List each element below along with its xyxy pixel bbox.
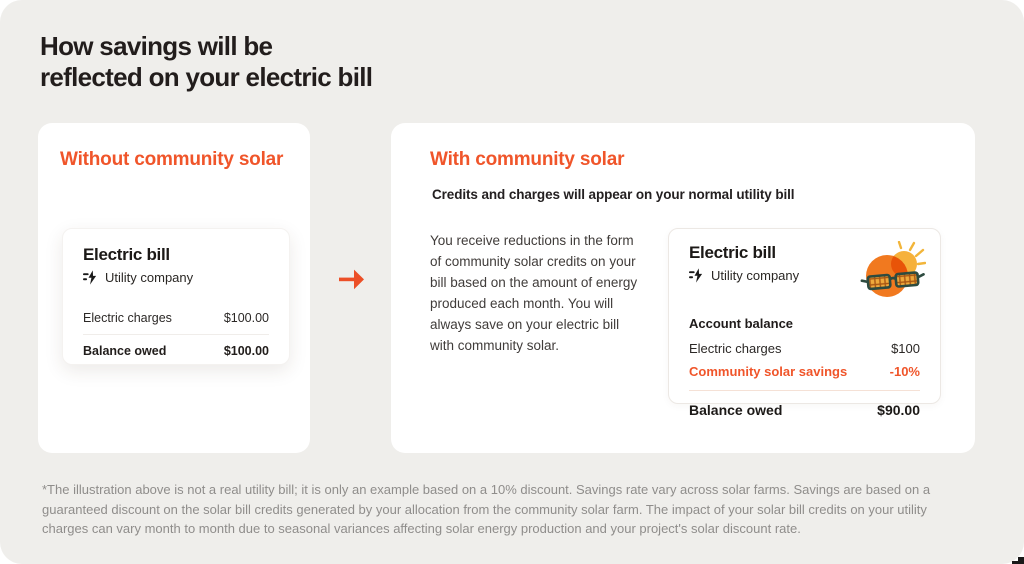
utility-provider-row bbox=[689, 268, 799, 283]
disclaimer-footnote: *The illustration above is not a real utility bill; it is only an example based on a 10% discount. Savings rate vary across solar farms. Savings are based on a guaranteed discount on the solar bill credits generated by your allocation from the community solar farm. The impact of your solar bill credits on your utility charges can vary month to month due to seasonal variances affecting solar energy production and your project's solar discount rate. bbox=[42, 482, 931, 536]
electric-charges-row bbox=[689, 341, 920, 356]
electric-bolt-icon bbox=[689, 268, 704, 283]
with-community-solar-card bbox=[391, 123, 975, 453]
balance-owed-row bbox=[689, 402, 920, 418]
right-arrow-icon bbox=[337, 266, 366, 293]
electric-charges-value: $100 bbox=[891, 341, 920, 356]
utility-provider-label: Utility company bbox=[711, 268, 800, 283]
electric-charges-row bbox=[83, 306, 269, 334]
electric-bill-card-without bbox=[62, 228, 290, 365]
without-community-solar-heading: Without community solar bbox=[60, 149, 284, 170]
account-balance-label: Account balance bbox=[689, 316, 794, 331]
electric-charges-label: Electric charges bbox=[83, 311, 172, 325]
community-solar-savings-value: -10% bbox=[889, 364, 920, 379]
page-title bbox=[40, 31, 372, 93]
electric-bill-card-with bbox=[668, 228, 941, 418]
balance-owed-value: $100.00 bbox=[223, 344, 269, 358]
with-community-solar-description: You receive reductions in the form of community solar credits on your bill based on the amount of energy produced each month. You will always save on your electric bill with community solar. bbox=[430, 233, 638, 354]
community-solar-savings-label: Community solar savings bbox=[689, 364, 848, 379]
bill-header bbox=[689, 243, 920, 306]
balance-owed-label: Balance owed bbox=[83, 344, 167, 358]
balance-owed-row bbox=[83, 335, 269, 358]
bill-header-left bbox=[689, 243, 799, 283]
balance-owed-label: Balance owed bbox=[689, 402, 783, 418]
balance-owed-value: $90.00 bbox=[877, 402, 920, 418]
row-divider bbox=[689, 390, 920, 391]
corner-mark bbox=[1012, 554, 1024, 564]
sun-with-sunglasses-icon bbox=[860, 241, 926, 306]
electric-charges-label: Electric charges bbox=[689, 341, 782, 356]
bill-line-items bbox=[83, 306, 269, 358]
electric-bolt-icon bbox=[83, 270, 98, 285]
with-community-solar-subheading: Credits and charges will appear on your normal utility bill bbox=[432, 187, 795, 202]
electric-charges-value: $100.00 bbox=[223, 311, 269, 325]
utility-provider-row bbox=[83, 270, 269, 285]
bill-title: Electric bill bbox=[83, 245, 170, 264]
with-community-solar-heading: With community solar bbox=[430, 149, 625, 170]
utility-provider-label: Utility company bbox=[105, 270, 194, 285]
without-community-solar-card bbox=[38, 123, 310, 453]
bill-title: Electric bill bbox=[689, 243, 776, 262]
page-title-line2: reflected on your electric bill bbox=[40, 62, 373, 92]
community-solar-savings-row bbox=[689, 364, 920, 379]
page-title-line1: How savings will be bbox=[40, 31, 273, 61]
